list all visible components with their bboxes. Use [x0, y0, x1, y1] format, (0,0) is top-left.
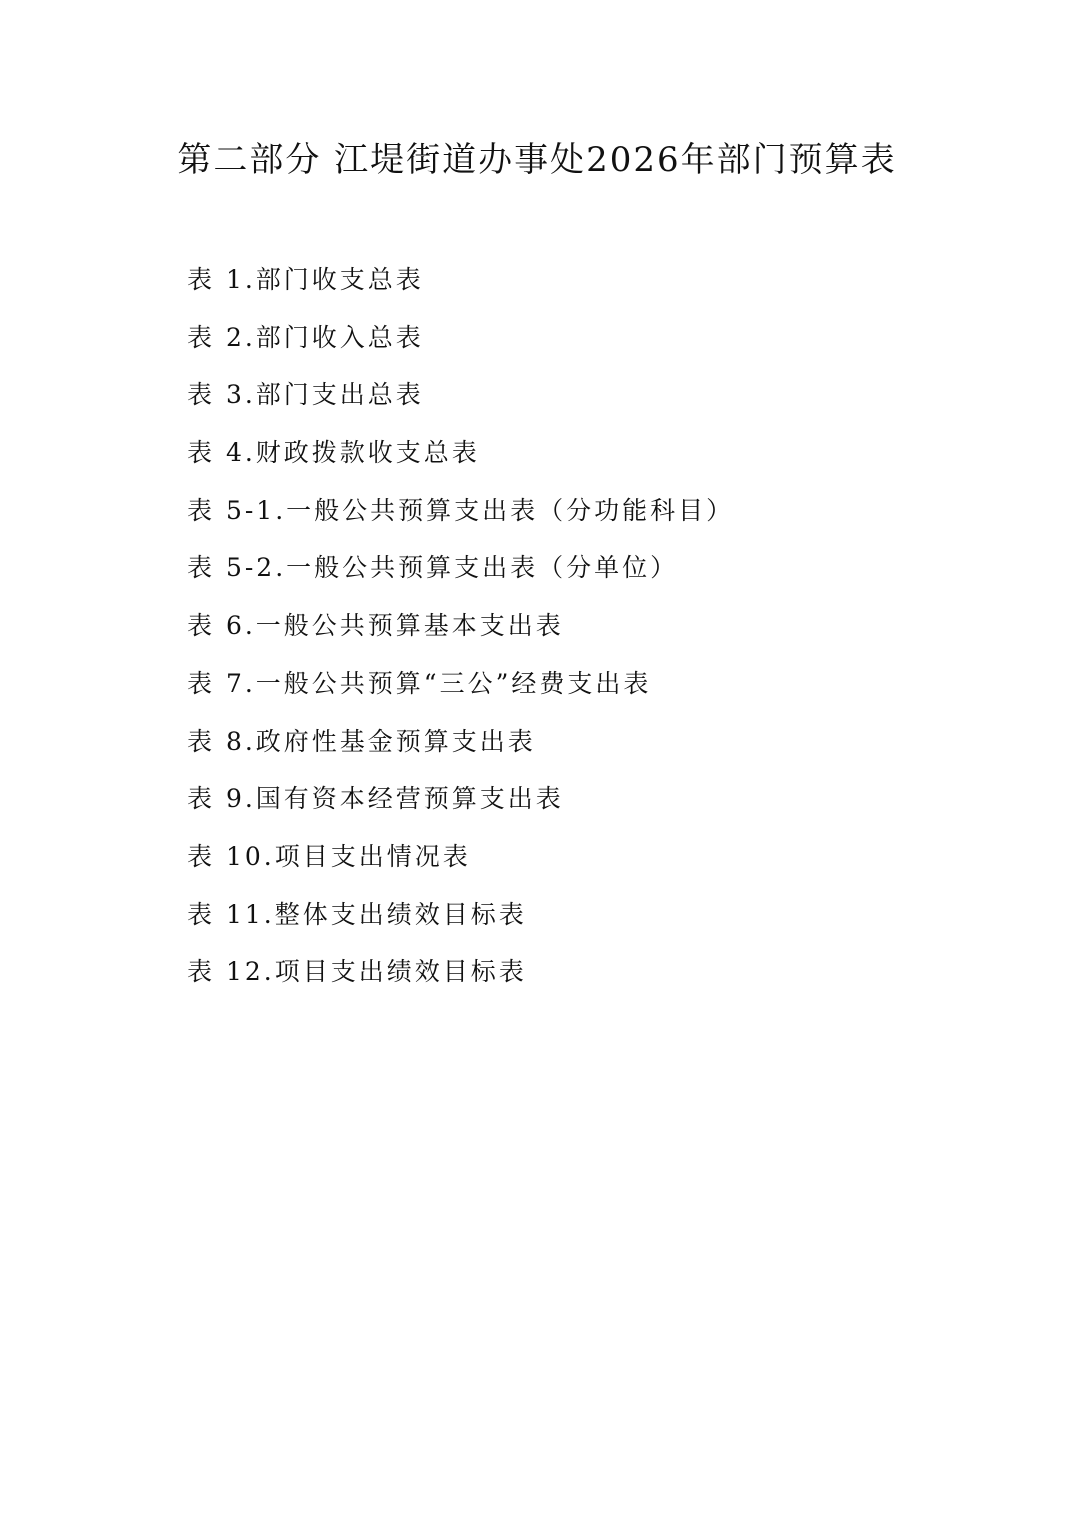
- toc-item-1: 表 1.部门收支总表: [187, 265, 424, 294]
- toc-item-7: 表 7.一般公共预算“三公”经费支出表: [187, 668, 652, 698]
- table-of-contents: [187, 258, 734, 1008]
- toc-item-2: 表 2.部门收入总表: [187, 322, 424, 352]
- toc-item-4: 表 4.财政拨款收支总表: [187, 438, 480, 468]
- toc-item-6: 表 6.一般公共预算基本支出表: [187, 611, 564, 641]
- toc-item-8: 表 8.政府性基金预算支出表: [187, 726, 536, 756]
- toc-item-9: 表 9.国有资本经营预算支出表: [187, 784, 564, 814]
- page-title: 第二部分 江堤街道办事处2026年部门预算表: [177, 140, 897, 180]
- toc-item-12: 表 12.项目支出绩效目标表: [187, 957, 527, 987]
- toc-item-11: 表 11.整体支出绩效目标表: [187, 899, 527, 929]
- toc-item-5-1: 表 5-1.一般公共预算支出表（分功能科目）: [187, 495, 735, 525]
- toc-item-5-2: 表 5-2.一般公共预算支出表（分单位）: [187, 553, 679, 583]
- toc-item-3: 表 3.部门支出总表: [187, 380, 424, 410]
- toc-item-10: 表 10.项目支出情况表: [187, 841, 471, 871]
